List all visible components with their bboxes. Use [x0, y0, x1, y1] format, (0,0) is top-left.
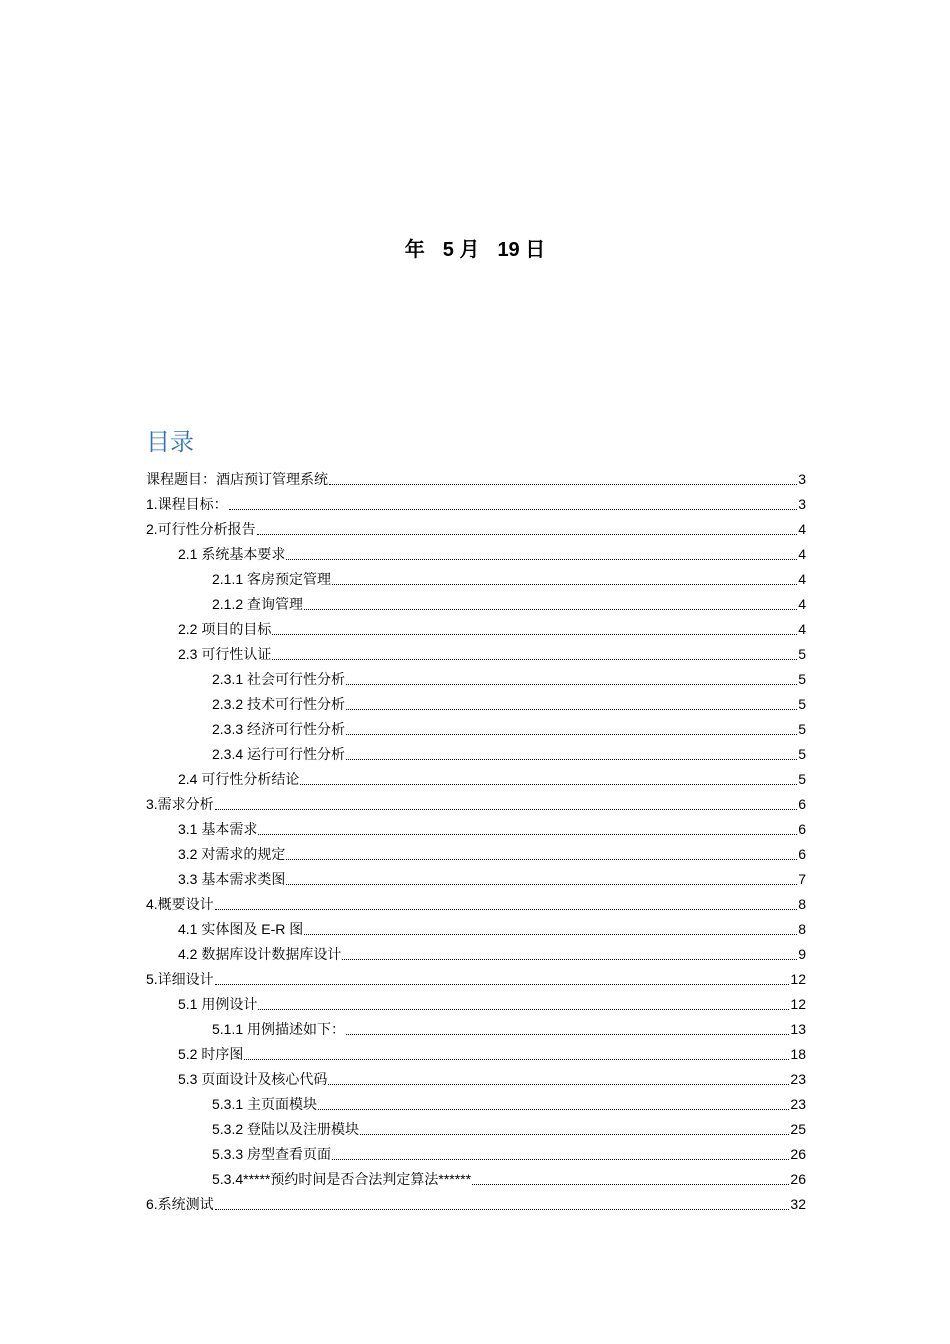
toc-entry-text: 4.概要设计 — [146, 896, 214, 912]
toc-entry-text: 2.1.1 客房预定管理 — [212, 571, 332, 587]
toc-dot-leader — [328, 1067, 789, 1085]
toc-entry-text: 5.3.4*****预约时间是否合法判定算法****** — [212, 1171, 472, 1187]
toc-entry[interactable] — [146, 1192, 806, 1217]
toc-page-number: 5 — [798, 746, 806, 762]
toc-page-number: 6 — [798, 846, 806, 862]
toc-entry-text: 2.4 可行性分析结论 — [178, 771, 300, 787]
toc-dot-leader — [286, 867, 797, 885]
toc-page-number: 23 — [790, 1071, 806, 1087]
toc-page-number: 3 — [798, 471, 806, 487]
toc-dot-leader — [346, 667, 797, 685]
table-of-contents — [146, 467, 806, 1217]
toc-entry-text: 1.课程目标： — [146, 496, 228, 512]
toc-dot-leader — [215, 792, 798, 810]
toc-page-number: 25 — [790, 1121, 806, 1137]
toc-entry[interactable] — [146, 492, 806, 517]
toc-page-number: 13 — [790, 1021, 806, 1037]
toc-page-number: 6 — [798, 796, 806, 812]
toc-dot-leader — [304, 917, 797, 935]
toc-entry-text: 5.1.1 用例描述如下： — [212, 1021, 346, 1037]
toc-page-number: 4 — [798, 521, 806, 537]
toc-entry[interactable] — [146, 642, 806, 667]
toc-dot-leader — [286, 842, 797, 860]
toc-entry-text: 3.1 基本需求 — [178, 821, 258, 837]
year-label: 年 — [404, 239, 425, 261]
toc-dot-leader — [360, 1117, 789, 1135]
toc-dot-leader — [229, 492, 798, 510]
toc-page-number: 5 — [798, 771, 806, 787]
toc-dot-leader — [329, 467, 797, 485]
toc-page-number: 7 — [798, 871, 806, 887]
toc-page-number: 4 — [798, 621, 806, 637]
toc-entry-text: 3.3 基本需求类图 — [178, 871, 286, 887]
toc-entry[interactable] — [146, 792, 806, 817]
toc-dot-leader — [346, 717, 797, 735]
toc-entry-text: 课程题目：酒店预订管理系统 — [146, 471, 328, 487]
toc-page-number: 26 — [790, 1171, 806, 1187]
toc-entry[interactable] — [146, 917, 806, 942]
toc-entry-text: 2.可行性分析报告 — [146, 521, 256, 537]
toc-dot-leader — [215, 892, 798, 910]
toc-entry-text: 5.2 时序图 — [178, 1046, 244, 1062]
toc-entry[interactable] — [146, 692, 806, 717]
toc-entry[interactable] — [146, 842, 806, 867]
toc-entry-text: 2.3.2 技术可行性分析 — [212, 696, 346, 712]
toc-entry[interactable] — [146, 992, 806, 1017]
toc-entry[interactable] — [146, 617, 806, 642]
month-value: 5 — [442, 239, 454, 261]
date-line — [0, 233, 950, 262]
toc-page-number: 12 — [790, 996, 806, 1012]
toc-entry-text: 5.3.3 房型查看页面 — [212, 1146, 332, 1162]
month-label: 月 — [459, 239, 480, 261]
toc-page-number: 5 — [798, 646, 806, 662]
toc-entry[interactable] — [146, 1142, 806, 1167]
toc-dot-leader — [300, 767, 797, 785]
toc-dot-leader — [244, 1042, 789, 1060]
toc-entry-text: 2.2 项目的目标 — [178, 621, 272, 637]
toc-dot-leader — [332, 1142, 789, 1160]
toc-dot-leader — [318, 1092, 789, 1110]
toc-entry-text: 3.需求分析 — [146, 796, 214, 812]
toc-dot-leader — [472, 1167, 789, 1185]
toc-dot-leader — [346, 1017, 789, 1035]
toc-entry[interactable] — [146, 592, 806, 617]
toc-entry-text: 5.3.2 登陆以及注册模块 — [212, 1121, 360, 1137]
toc-dot-leader — [346, 692, 797, 710]
toc-page-number: 3 — [798, 496, 806, 512]
toc-page-number: 32 — [790, 1196, 806, 1212]
toc-page-number: 4 — [798, 571, 806, 587]
toc-entry-text: 2.3.1 社会可行性分析 — [212, 671, 346, 687]
toc-dot-leader — [272, 642, 797, 660]
toc-entry[interactable] — [146, 1092, 806, 1117]
toc-entry-text: 6.系统测试 — [146, 1196, 214, 1212]
toc-dot-leader — [332, 567, 797, 585]
toc-dot-leader — [342, 942, 797, 960]
toc-page-number: 4 — [798, 596, 806, 612]
toc-dot-leader — [258, 817, 797, 835]
day-label: 日 — [525, 239, 546, 261]
toc-page-number: 26 — [790, 1146, 806, 1162]
toc-entry[interactable] — [146, 1167, 806, 1192]
toc-entry[interactable] — [146, 817, 806, 842]
toc-entry-text: 2.3.4 运行可行性分析 — [212, 746, 346, 762]
toc-dot-leader — [257, 517, 798, 535]
toc-entry-text: 5.1 用例设计 — [178, 996, 258, 1012]
toc-entry[interactable] — [146, 1042, 806, 1067]
toc-entry[interactable] — [146, 967, 806, 992]
toc-page-number: 23 — [790, 1096, 806, 1112]
toc-entry-text: 2.3 可行性认证 — [178, 646, 272, 662]
toc-dot-leader — [215, 1192, 790, 1210]
toc-entry[interactable] — [146, 867, 806, 892]
toc-entry-text: 5.3 页面设计及核心代码 — [178, 1071, 328, 1087]
toc-page-number: 6 — [798, 821, 806, 837]
toc-page-number: 4 — [798, 546, 806, 562]
toc-page-number: 5 — [798, 696, 806, 712]
toc-entry-text: 5.3.1 主页面模块 — [212, 1096, 318, 1112]
toc-entry[interactable] — [146, 1117, 806, 1142]
toc-entry[interactable] — [146, 1017, 806, 1042]
toc-dot-leader — [215, 967, 790, 985]
toc-page-number: 9 — [798, 946, 806, 962]
toc-dot-leader — [272, 617, 797, 635]
day-value: 19 — [497, 239, 520, 261]
toc-entry-text: 4.2 数据库设计数据库设计 — [178, 946, 342, 962]
toc-entry-text: 4.1 实体图及 E-R 图 — [178, 921, 304, 937]
toc-entry[interactable] — [146, 542, 806, 567]
toc-dot-leader — [286, 542, 797, 560]
toc-entry[interactable] — [146, 717, 806, 742]
toc-dot-leader — [346, 742, 797, 760]
toc-entry[interactable] — [146, 517, 806, 542]
toc-title: 目录 — [146, 428, 194, 456]
toc-entry[interactable] — [146, 742, 806, 767]
toc-entry-text: 2.1 系统基本要求 — [178, 546, 286, 562]
toc-dot-leader — [258, 992, 789, 1010]
toc-entry[interactable] — [146, 767, 806, 792]
toc-page-number: 5 — [798, 671, 806, 687]
toc-page-number: 5 — [798, 721, 806, 737]
toc-entry[interactable] — [146, 467, 806, 492]
toc-entry[interactable] — [146, 1067, 806, 1092]
toc-page-number: 8 — [798, 896, 806, 912]
toc-page-number: 18 — [790, 1046, 806, 1062]
toc-entry[interactable] — [146, 942, 806, 967]
toc-entry[interactable] — [146, 667, 806, 692]
toc-page-number: 12 — [790, 971, 806, 987]
toc-page-number: 8 — [798, 921, 806, 937]
toc-entry[interactable] — [146, 892, 806, 917]
toc-entry-text: 5.详细设计 — [146, 971, 214, 987]
toc-entry[interactable] — [146, 567, 806, 592]
toc-dot-leader — [304, 592, 797, 610]
toc-entry-text: 3.2 对需求的规定 — [178, 846, 286, 862]
toc-entry-text: 2.1.2 查询管理 — [212, 596, 304, 612]
toc-entry-text: 2.3.3 经济可行性分析 — [212, 721, 346, 737]
